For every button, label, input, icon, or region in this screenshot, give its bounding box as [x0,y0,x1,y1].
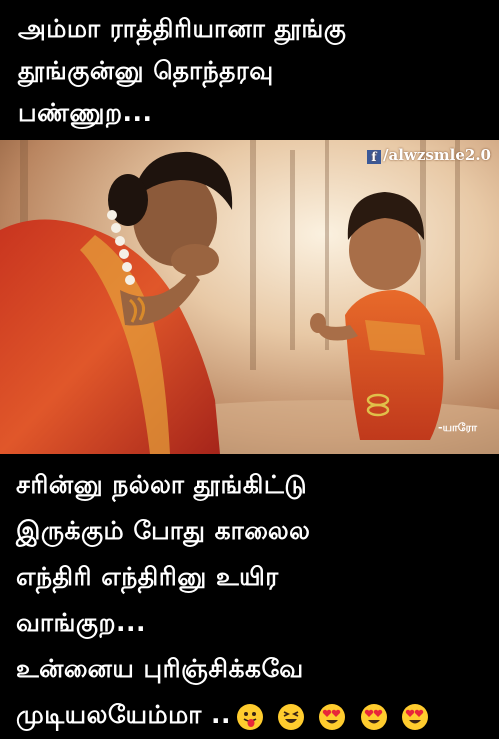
watermark [367,146,491,164]
squinting-face-icon [278,704,304,730]
heart-eyes-icon [361,704,387,730]
emoji-row [231,693,428,739]
photo-illustration [0,140,499,454]
mother-child-photo [0,140,499,454]
watermark-handle: /alwzsmle2.0 [383,146,491,164]
caption-line-7: வாங்குற... [16,608,146,637]
caption-line-4: சரின்னு நல்லா தூங்கிட்டு [16,470,308,499]
heart-eyes-icon [319,704,345,730]
caption-line-1: அம்மா ராத்திரியானா தூங்கு [18,14,347,43]
caption-line-2: தூங்குன்னு தொந்தரவு [18,56,274,85]
caption-line-6: எந்திரி எந்திரினு உயிர [16,562,279,591]
tongue-face-icon [237,704,263,730]
heart-eyes-icon [402,704,428,730]
caption-line-3: பண்ணுற... [18,98,153,127]
caption-line-9 [16,692,489,739]
top-caption [0,0,499,140]
facebook-icon: f [367,150,381,164]
caption-last-text: முடியலயேம்மா .. [16,700,232,729]
signature: -யாரோ [438,421,477,434]
bottom-caption [0,454,499,738]
caption-line-5: இருக்கும் போது காலைல [16,516,311,545]
caption-line-8: உன்னைய புரிஞ்சிக்கவே [16,654,304,683]
